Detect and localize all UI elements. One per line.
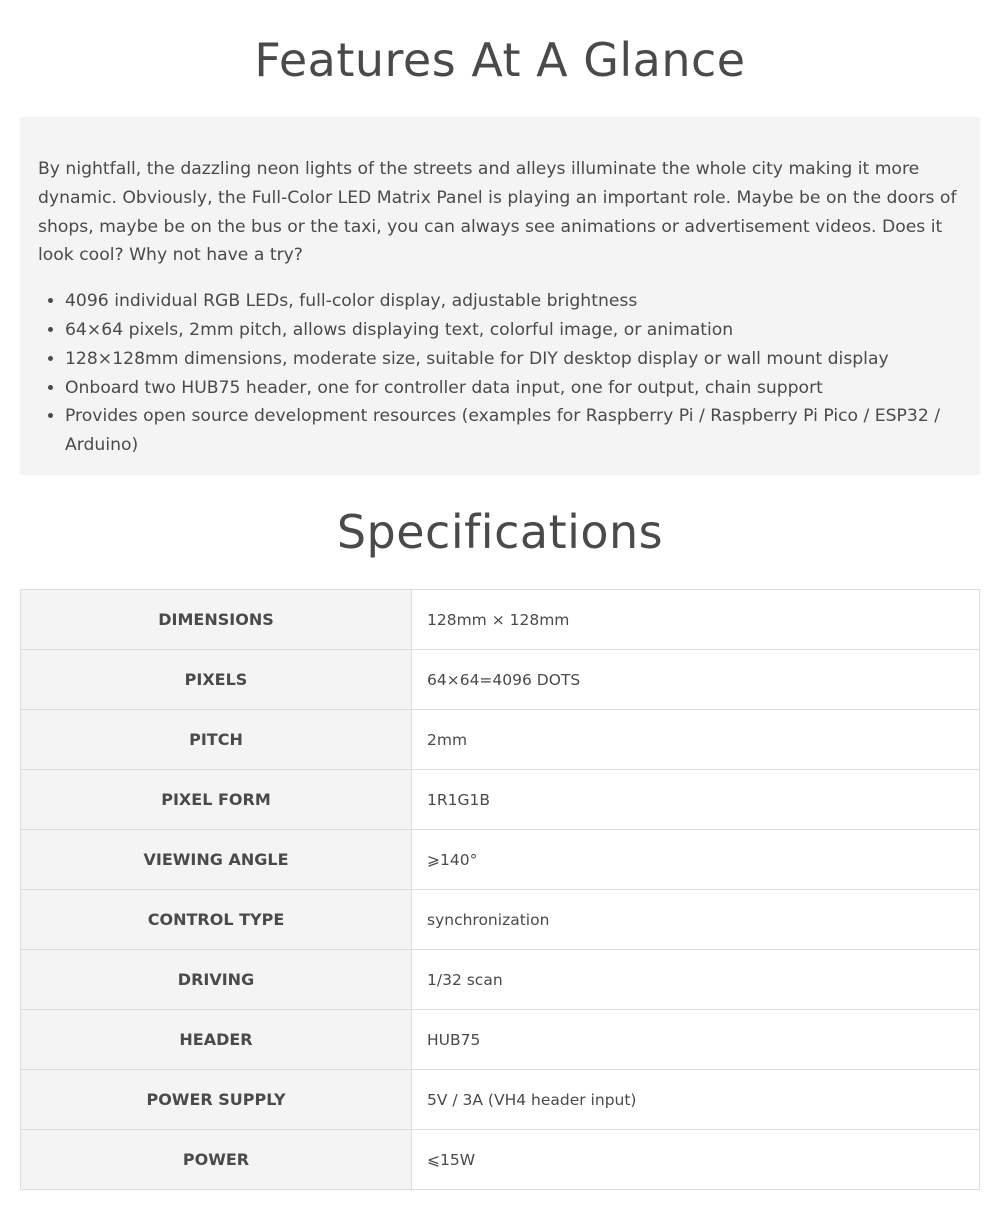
table-row [21, 590, 980, 650]
spec-label: POWER [21, 1130, 412, 1190]
spec-value: 5V / 3A (VH4 header input) [412, 1070, 980, 1130]
features-title: Features At A Glance [254, 33, 746, 87]
spec-value: 64×64=4096 DOTS [412, 650, 980, 710]
table-row [21, 950, 980, 1010]
table-row [21, 830, 980, 890]
table-row [21, 770, 980, 830]
table-row [21, 650, 980, 710]
spec-value: 2mm [412, 710, 980, 770]
spec-value: 1/32 scan [412, 950, 980, 1010]
table-row [21, 1070, 980, 1130]
spec-label: PITCH [21, 710, 412, 770]
spec-value: HUB75 [412, 1010, 980, 1070]
feature-item: • 4096 individual RGB LEDs, full-color display, adjustable brightness [65, 287, 958, 316]
spec-label: DRIVING [21, 950, 412, 1010]
spec-label: POWER SUPPLY [21, 1070, 412, 1130]
spec-value: ⩽15W [412, 1130, 980, 1190]
spec-label: DIMENSIONS [21, 590, 412, 650]
specifications-title: Specifications [336, 505, 664, 559]
spec-label: CONTROL TYPE [21, 890, 412, 950]
spec-value: 1R1G1B [412, 770, 980, 830]
spec-value: ⩾140° [412, 830, 980, 890]
features-panel [20, 117, 980, 475]
table-row [21, 710, 980, 770]
spec-label: HEADER [21, 1010, 412, 1070]
feature-item: • 64×64 pixels, 2mm pitch, allows displaying text, colorful image, or animation [65, 316, 958, 345]
feature-item: • Onboard two HUB75 header, one for controller data input, one for output, chain support [65, 374, 958, 403]
spec-label: PIXELS [21, 650, 412, 710]
specifications-table [20, 589, 980, 1190]
feature-item: • 128×128mm dimensions, moderate size, suitable for DIY desktop display or wall mount display [65, 345, 958, 374]
table-row [21, 890, 980, 950]
feature-item: • Provides open source development resources (examples for Raspberry Pi / Raspberry Pi Pico / ESP32 / Arduino) [65, 402, 958, 460]
table-row [21, 1010, 980, 1070]
spec-value: synchronization [412, 890, 980, 950]
features-list [38, 287, 958, 460]
spec-value: 128mm × 128mm [412, 590, 980, 650]
spec-label: PIXEL FORM [21, 770, 412, 830]
spec-label: VIEWING ANGLE [21, 830, 412, 890]
table-row [21, 1130, 980, 1190]
features-intro: By nightfall, the dazzling neon lights of the streets and alleys illuminate the whole city making it more dynamic. Obviously, the Full-Color LED Matrix Panel is playing an important role. Maybe be on the doors of shops, maybe be on the bus or the taxi, you can always see animations or advertisement videos. Does it look cool? Why not have a try? [38, 159, 957, 266]
